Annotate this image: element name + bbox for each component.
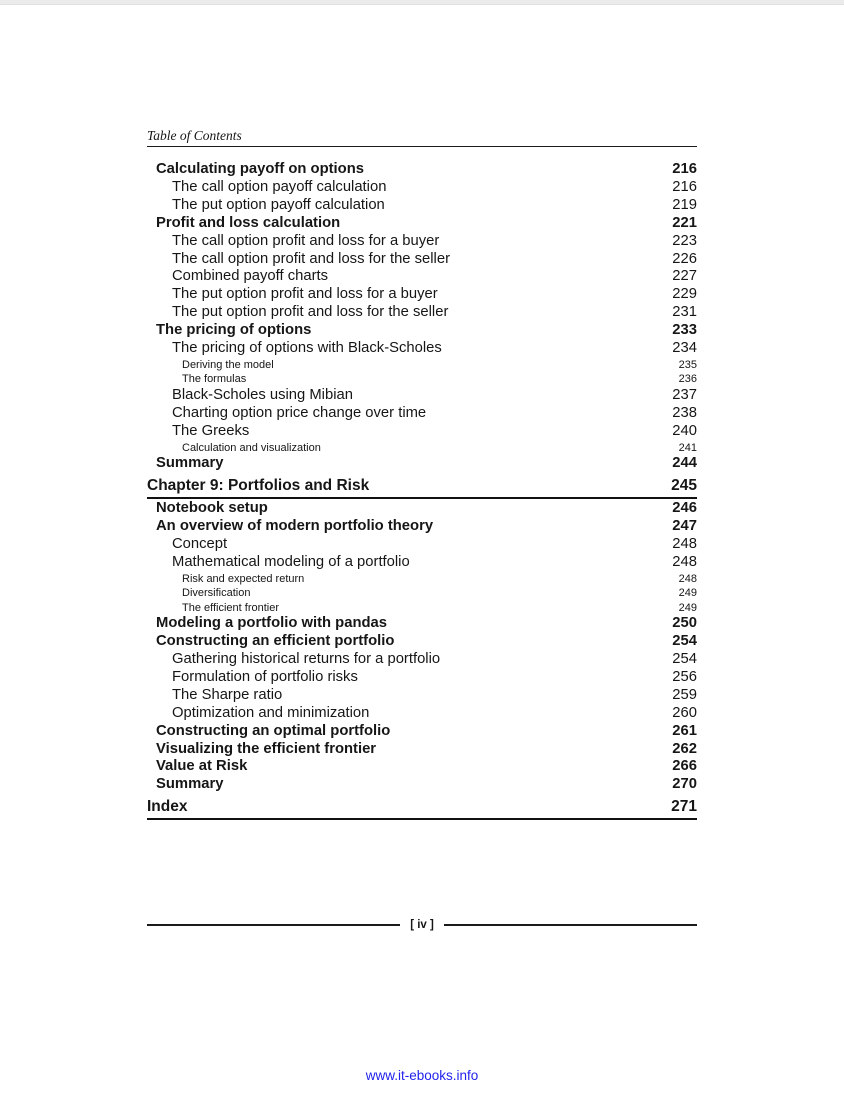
toc-entry-label: The call option profit and loss for the seller	[172, 250, 450, 267]
toc-entry	[147, 705, 697, 723]
toc-entry-label: The put option profit and loss for the seller	[172, 304, 449, 321]
toc-entry	[147, 268, 697, 286]
toc-entry-label: Concept	[172, 535, 228, 552]
toc-entry-page: 221	[672, 214, 697, 231]
toc-entry-page: 249	[678, 587, 697, 600]
toc-entry-label: Chapter 9: Portfolios and Risk	[147, 477, 370, 495]
toc-entry-page: 271	[671, 798, 697, 816]
toc-entry-page: 248	[672, 553, 697, 570]
toc-entry-label: Black-Scholes using Mibian	[172, 386, 353, 403]
toc-entry-page: 250	[672, 615, 697, 632]
toc-entry-label: Calculating payoff on options	[156, 161, 364, 177]
toc-entry	[147, 304, 697, 322]
toc-entry-page: 246	[672, 500, 697, 517]
toc-entry	[147, 758, 697, 776]
toc-entry	[147, 776, 697, 794]
toc-entry	[147, 233, 697, 251]
toc-entry-label: Diversification	[182, 587, 251, 600]
toc-entry-label: Profit and loss calculation	[156, 214, 341, 231]
toc-entry-page: 256	[672, 668, 697, 685]
toc-entry-page: 216	[672, 178, 697, 195]
toc-entry	[147, 500, 697, 518]
toc-entry-label: Summary	[156, 776, 224, 793]
toc-entry-label: Notebook setup	[156, 500, 268, 517]
toc-entry-label: The call option profit and loss for a buyer	[172, 232, 440, 249]
footer-page-number: [ iv ]	[410, 919, 434, 931]
toc-entry-page: 245	[671, 477, 697, 495]
toc-entry-label: The Sharpe ratio	[172, 686, 283, 703]
ebook-site-link[interactable]: www.it-ebooks.info	[365, 1068, 479, 1083]
toc-entry-label: The formulas	[182, 373, 247, 386]
running-header-title: Table of Contents	[147, 128, 242, 143]
toc-entry	[147, 615, 697, 633]
toc-entry-label: Combined payoff charts	[172, 268, 329, 285]
toc-entry-page: 233	[672, 322, 697, 339]
toc-entry	[147, 197, 697, 215]
toc-entry	[147, 387, 697, 405]
toc-entry-page: 223	[672, 232, 697, 249]
toc-entry-page: 231	[672, 304, 697, 321]
toc-entry-label: An overview of modern portfolio theory	[156, 518, 434, 534]
toc-entry	[147, 797, 697, 820]
toc-entry-page: 216	[672, 161, 697, 177]
toc-entry-page: 226	[672, 250, 697, 267]
toc-entry-page: 248	[678, 572, 697, 585]
toc-entry-label: The put option profit and loss for a buyer	[172, 286, 438, 303]
toc-entry	[147, 179, 697, 197]
toc-entry	[147, 441, 697, 456]
toc-entry	[147, 633, 697, 651]
toc-entry-label: Risk and expected return	[182, 572, 305, 585]
toc-entry	[147, 423, 697, 441]
toc-entry	[147, 586, 697, 601]
toc-entry-page: 236	[678, 373, 697, 386]
toc-entry-label: Optimization and minimization	[172, 704, 370, 721]
toc-entry	[147, 340, 697, 358]
toc-entry-label: Constructing an efficient portfolio	[156, 633, 395, 650]
toc-entry	[147, 536, 697, 554]
footer-rule-left	[147, 924, 400, 926]
toc-entry	[147, 322, 697, 340]
toc-entry-page: 229	[672, 286, 697, 303]
toc-entry	[147, 251, 697, 269]
toc-entry	[147, 455, 697, 473]
toc-entry-page: 241	[678, 441, 697, 454]
toc-entry-page: 244	[672, 455, 697, 472]
toc-entry-label: The put option payoff calculation	[172, 196, 385, 213]
toc-entry	[147, 601, 697, 616]
toc-entry	[147, 372, 697, 387]
toc-entry	[147, 476, 697, 499]
toc-entry	[147, 687, 697, 705]
toc-entry-label: Mathematical modeling of a portfolio	[172, 553, 410, 570]
toc-entry-page: 262	[672, 740, 697, 757]
toc-entry-label: Constructing an optimal portfolio	[156, 722, 391, 739]
toc-entry	[147, 741, 697, 759]
toc-entry-page: 219	[672, 196, 697, 213]
toc-entry-page: 261	[672, 722, 697, 739]
toc-entry-label: Calculation and visualization	[182, 441, 321, 454]
toc-entry	[147, 405, 697, 423]
toc-entry-label: The pricing of options	[156, 322, 312, 339]
toc-entry-page: 234	[672, 340, 697, 357]
toc-entry	[147, 518, 697, 536]
running-header	[147, 128, 697, 147]
toc-entry-label: The pricing of options with Black-Scholes	[172, 340, 442, 357]
toc-entry-label: Modeling a portfolio with pandas	[156, 615, 387, 632]
toc-entry-page: 247	[672, 518, 697, 534]
toc-entry	[147, 723, 697, 741]
toc-entry-page: 238	[672, 404, 697, 421]
toc-entry	[147, 651, 697, 669]
toc-entry-label: Formulation of portfolio risks	[172, 668, 358, 685]
toc-entry	[147, 215, 697, 233]
toc-entry-label: Gathering historical returns for a portfolio	[172, 651, 441, 668]
footer-rule-right	[444, 924, 697, 926]
toc-entry-label: Charting option price change over time	[172, 404, 427, 421]
page-footer	[147, 918, 697, 932]
toc-entry-label: Deriving the model	[182, 358, 274, 371]
toc-entry-page: 259	[672, 686, 697, 703]
toc-entry-label: The efficient frontier	[182, 601, 280, 614]
toc-entry	[147, 161, 697, 179]
toc-entry-page: 235	[678, 358, 697, 371]
toc-entry-page: 237	[672, 386, 697, 403]
toc-entry	[147, 572, 697, 587]
toc-entry-label: Visualizing the efficient frontier	[156, 740, 377, 757]
toc-entry-page: 240	[672, 422, 697, 439]
toc-entry-page: 227	[672, 268, 697, 285]
toc-entry-page: 248	[672, 535, 697, 552]
toc-entry-label: Index	[147, 798, 188, 816]
toc-entry-label: Summary	[156, 455, 224, 472]
toc-entry-label: The call option payoff calculation	[172, 178, 387, 195]
toc-entry-page: 260	[672, 704, 697, 721]
toc-entry	[147, 669, 697, 687]
toc-entry-page: 266	[672, 758, 697, 775]
toc-entry-page: 254	[672, 633, 697, 650]
toc-entry-page: 270	[672, 776, 697, 793]
toc-entry-page: 254	[672, 651, 697, 668]
toc-entry-label: The Greeks	[172, 422, 250, 439]
toc-entry-label: Value at Risk	[156, 758, 248, 775]
viewer-top-edge	[0, 0, 844, 5]
toc-entry-page: 249	[678, 601, 697, 614]
toc-list	[147, 161, 697, 821]
toc-entry	[147, 286, 697, 304]
toc-entry	[147, 358, 697, 373]
toc-entry	[147, 554, 697, 572]
